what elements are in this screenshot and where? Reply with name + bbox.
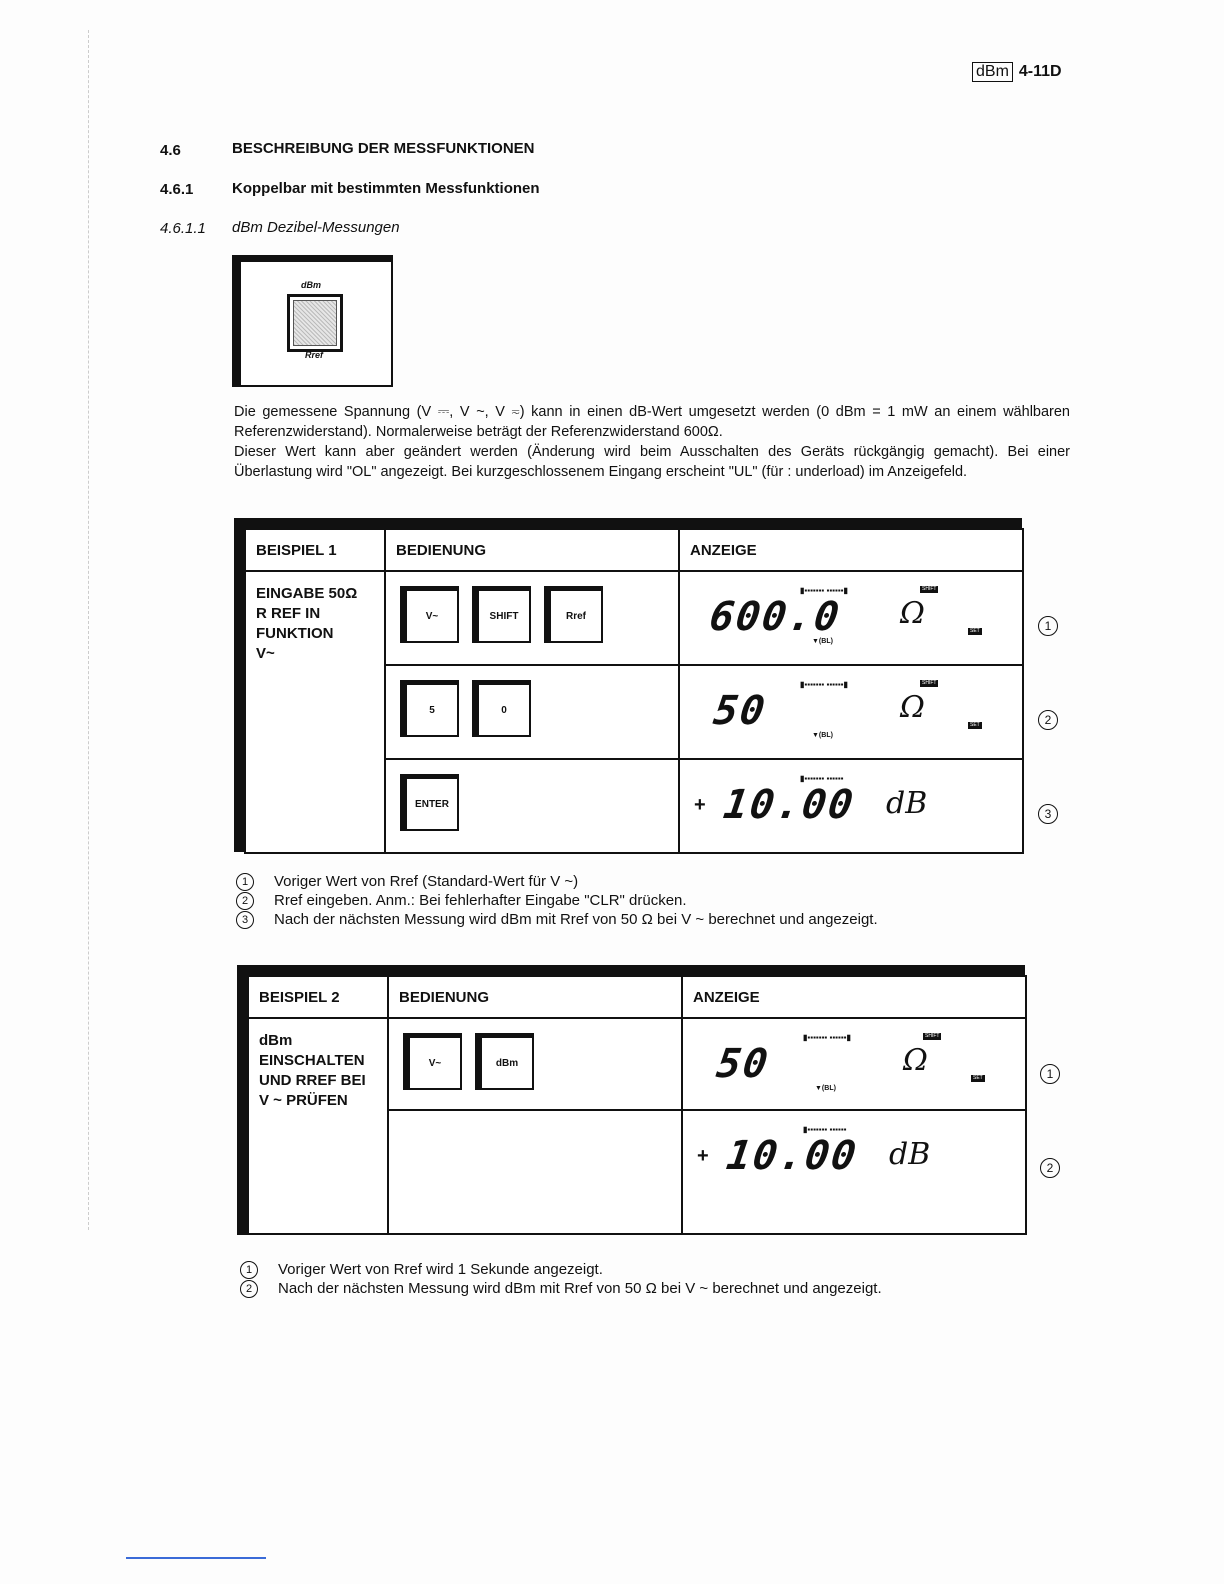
paragraph-line1: Die gemessene Spannung (V ⎓, V ~, V ≂) kann in einen dB-Wert umgesetzt werden (0 dBm = 1 mW an einem wählbaren Referenzwiderstand). Normalerweise beträgt der Referenzwiderstand 600Ω. [234,404,1070,440]
display-value: 50 [713,1041,773,1087]
shift-indicator: SHIFT [922,680,937,686]
ex2-func-line: UND RREF BEI [259,1072,366,1089]
ex2-row1-display [682,1018,1026,1110]
section-title: BESCHREIBUNG DER MESSFUNKTIONEN [232,140,535,157]
display-sign: + [697,1145,709,1167]
note-item: 2 Rref eingeben. Anm.: Bei fehlerhafter Eingabe "CLR" drücken. [236,891,878,910]
ex2-func-line: V ~ PRÜFEN [259,1092,348,1109]
step-circle: 3 [1038,804,1058,824]
step-circle: 2 [1040,1158,1060,1178]
display-unit: Ω [903,1043,928,1078]
key-v-ac: V~ [403,1033,462,1090]
bl-indicator: ▼(BL) [815,1085,836,1092]
shift-indicator: SHIFT [925,1033,940,1039]
key-v-ac: V~ [400,586,459,643]
bl-indicator: ▼(BL) [812,732,833,739]
ex1-row2-keys [385,665,679,759]
step-circle: 1 [1038,616,1058,636]
dbm-key-illustration [232,255,393,387]
display-sign: + [694,794,706,816]
subsection-title: Koppelbar mit bestimmten Messfunktionen [232,180,540,197]
table1-top-shadow [234,518,1022,528]
paragraph-line2: Dieser Wert kann aber geändert werden (Änderung wird beim Ausschalten des Geräts rückgängig gemacht). Bei einer Überlastung wird "OL" angezeigt. Bei kurzgeschlossenem Eingang erscheint "UL" (für : underload) im Anzeigefeld. [234,444,1070,480]
step-circle: 1 [1040,1064,1060,1084]
dbm-rref-key-icon [287,294,343,352]
set-indicator: SET [970,628,980,634]
key-enter: ENTER [400,774,459,831]
table2-left-shadow [237,965,247,1235]
ex1-col-operation: BEDIENUNG [385,529,679,571]
header-dbm-box: dBm [972,62,1013,82]
subsection-number: 4.6.1 [160,181,194,198]
subsubsection-number: 4.6.1.1 [160,220,206,237]
ex2-function-cell [248,1018,388,1234]
bargraph-dots: ▮▪▪▪▪▪▪▪ ▪▪▪▪▪▪ [803,1125,847,1134]
ex1-title: BEISPIEL 1 [245,529,385,571]
ex2-func-line: EINSCHALTEN [259,1052,365,1069]
display-unit: Ω [900,690,925,725]
ex1-func-line: EINGABE 50Ω [256,585,358,602]
bargraph-dots: ▮▪▪▪▪▪▪▪ ▪▪▪▪▪▪▮ [800,586,848,595]
shift-indicator: SHIFT [922,586,937,592]
key-rref: Rref [544,586,603,643]
ex1-row2-display [679,665,1023,759]
ex2-col-display: ANZEIGE [682,976,1026,1018]
example2-notes [240,1260,882,1298]
display-value: 50 [710,688,770,734]
ex2-col-operation: BEDIENUNG [388,976,682,1018]
ex2-row2-display [682,1110,1026,1234]
key-top-label: dBm [301,280,321,290]
page-header [972,62,1062,82]
section-number: 4.6 [160,142,181,159]
set-indicator: SET [970,722,980,728]
note-item: 1 Voriger Wert von Rref (Standard-Wert für V ~) [236,872,878,891]
display-unit: dB [886,786,928,821]
display-unit: dB [889,1137,931,1172]
display-unit: Ω [900,596,925,631]
key-0: 0 [472,680,531,737]
display-value: 10.00 [720,782,858,828]
key-5: 5 [400,680,459,737]
set-indicator: SET [973,1075,983,1081]
example2-table [247,975,1027,1235]
ex2-row2-keys-empty [388,1110,682,1234]
display-value: 600.0 [706,594,844,640]
step-circle: 2 [1038,710,1058,730]
example1-table [244,528,1024,854]
ex1-func-line: R REF IN [256,605,321,622]
note-item: 1 Voriger Wert von Rref wird 1 Sekunde angezeigt. [240,1260,882,1279]
ex2-title: BEISPIEL 2 [248,976,388,1018]
bargraph-dots: ▮▪▪▪▪▪▪▪ ▪▪▪▪▪▪▮ [803,1033,851,1042]
key-dbm: dBm [475,1033,534,1090]
description-paragraph [234,402,1070,482]
subsubsection-title: dBm Dezibel-Messungen [232,219,400,236]
footer-line [126,1557,266,1559]
ex2-row1-keys [388,1018,682,1110]
ex1-row1-display [679,571,1023,665]
bargraph-dots: ▮▪▪▪▪▪▪▪ ▪▪▪▪▪▪ [800,774,844,783]
bargraph-dots: ▮▪▪▪▪▪▪▪ ▪▪▪▪▪▪▮ [800,680,848,689]
ex1-func-line: V~ [256,645,275,662]
ex2-func-line: dBm [259,1032,293,1049]
page-code: 4-11D [1018,63,1062,80]
ex1-function-cell [245,571,385,853]
ex1-row1-keys [385,571,679,665]
key-shift: SHIFT [472,586,531,643]
display-value: 10.00 [723,1133,861,1179]
ex1-col-display: ANZEIGE [679,529,1023,571]
ex1-row3-display [679,759,1023,853]
note-item: 3 Nach der nächsten Messung wird dBm mit Rref von 50 Ω bei V ~ berechnet und angezeigt. [236,910,878,929]
table1-left-shadow [234,518,244,852]
note-item: 2 Nach der nächsten Messung wird dBm mit Rref von 50 Ω bei V ~ berechnet und angezeigt. [240,1279,882,1298]
table2-top-shadow [237,965,1025,975]
example1-notes [236,872,878,929]
bl-indicator: ▼(BL) [812,638,833,645]
ex1-func-line: FUNKTION [256,625,334,642]
margin-binder-marks [74,30,89,1230]
key-bottom-label: Rref [305,350,324,360]
ex1-row3-keys [385,759,679,853]
